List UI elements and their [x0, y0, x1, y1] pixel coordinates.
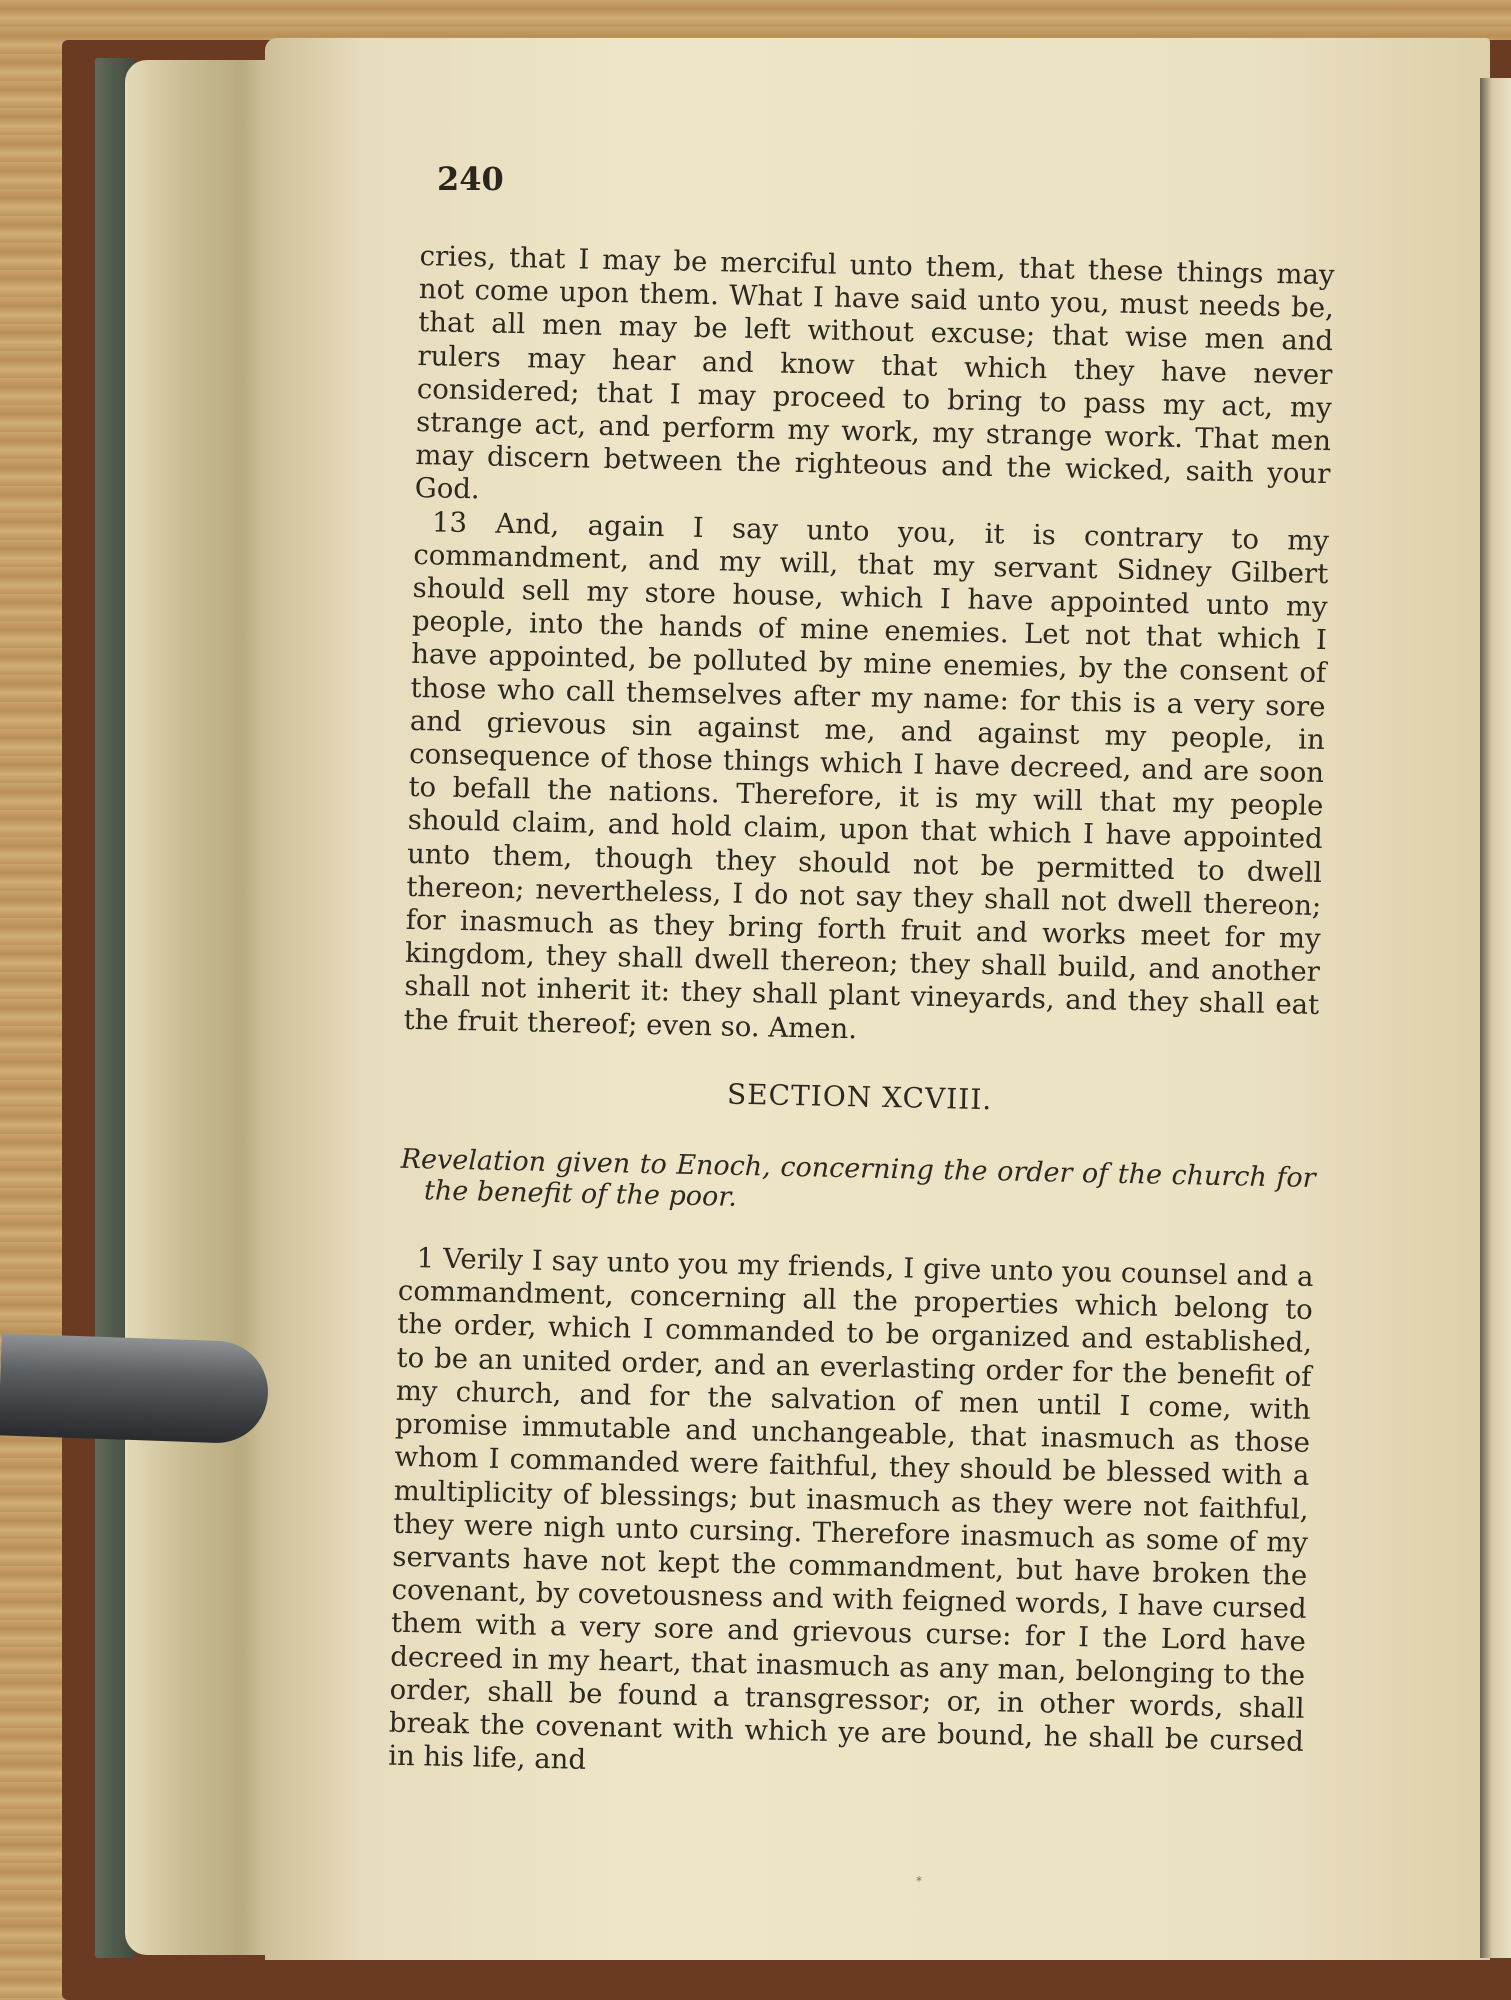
section-description: Revelation given to Enoch, concerning the order of the church for the benefit of the poor.: [400, 1143, 1316, 1213]
page-text: [388, 240, 1335, 1792]
page-knife: [0, 1333, 270, 1444]
continuation-paragraph: cries, that I may be merciful unto them, that these things may not come upon them. What I have said unto you, must needs be, that all men may be left without excuse; that wise men and rulers may hear and know that which they have never considered; that I may proceed to bring to pass my act, my strange act, and perform my work, my strange work. That men may discern between the righteous and the wicked, saith your God.: [414, 240, 1335, 506]
paragraph-1: 1 Verily I say unto you my friends, I give unto you counsel and a commandment, concerning all the properties which belong to the order, which I commanded to be organized and established, to be an united order, and an everlasting order for the benefit of my church, and for the salvation of men until I come, with promise immutable and unchangeable, that inasmuch as those whom I commanded were faithful, they should be blessed with a multiplicity of blessings; but inasmuch as they were not faithful, they were nigh unto cursing. Therefore inasmuch as some of my servants have not kept the commandment, but have broken the covenant, by covetousness and with feigned words, I have cursed them with a very sore and grievous curse: for I the Lord have decreed in my heart, that inasmuch as any man, belonging to the order, shall be found a transgressor; or, in other words, shall break the covenant with which ye are bound, he shall be cursed in his life, and: [387, 1242, 1314, 1776]
section-heading: SECTION XCVIII.: [726, 1077, 993, 1117]
page-block-edge: [125, 60, 280, 1955]
page-number: 240: [437, 160, 504, 198]
paragraph-13: 13 And, again I say unto you, it is contrary to my commandment, and my will, that my servant Sidney Gilbert should sell my store house, which I have appointed unto my people, into the hands of mine enemies. Let not that which I have appointed, be polluted by mine enemies, by the consent of those who call themselves after my name: for this is a very sore and grievous sin against me, and against my people, in consequence of those things which I have decreed, and are soon to befall the nations. Therefore, it is my will that my people should claim, and hold claim, upon that which I have appointed unto them, though they should not be permitted to dwell thereon; nevertheless, I do not say they shall not dwell thereon; for inasmuch as they bring forth fruit and works meet for my kingdom, they shall dwell thereon; they shall build, and another shall not inherit it: they shall plant vineyards, and they shall eat the fruit thereof; even so. Amen.: [403, 505, 1330, 1045]
facing-page-gutter: [1480, 78, 1511, 1958]
footer-mark: *: [916, 1874, 922, 1888]
